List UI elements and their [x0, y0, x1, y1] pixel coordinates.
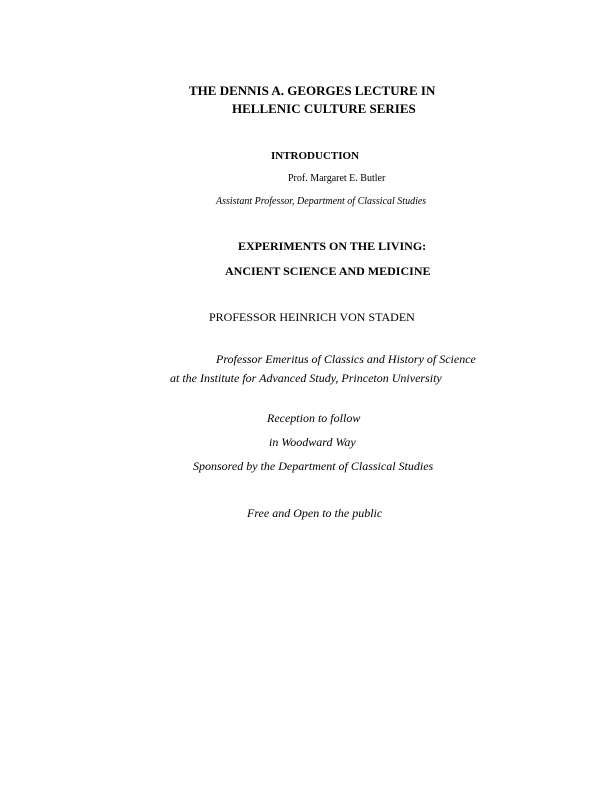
reception-line-1: Reception to follow [267, 411, 361, 425]
introduction-affiliation: Assistant Professor, Department of Classical Studies [216, 196, 427, 207]
lecture-title-line-2: ANCIENT SCIENCE AND MEDICINE [225, 264, 431, 278]
lecture-title-line-1: EXPERIMENTS ON THE LIVING: [238, 239, 427, 253]
sponsor-line: Sponsored by the Department of Classical Studies [193, 459, 434, 473]
speaker-name: PROFESSOR HEINRICH VON STADEN [209, 310, 415, 324]
series-title-line-2: HELLENIC CULTURE SERIES [232, 101, 416, 116]
admission-line: Free and Open to the public [247, 506, 383, 520]
speaker-affiliation-line-1: Professor Emeritus of Classics and History of Science [216, 352, 476, 366]
series-title-line-1: THE DENNIS A. GEORGES LECTURE IN [189, 83, 436, 98]
speaker-affiliation-line-2: at the Institute for Advanced Study, Princeton University [170, 371, 442, 385]
introduction-heading: INTRODUCTION [271, 150, 360, 162]
introduction-speaker: Prof. Margaret E. Butler [288, 173, 386, 184]
reception-line-2: in Woodward Way [269, 435, 356, 449]
